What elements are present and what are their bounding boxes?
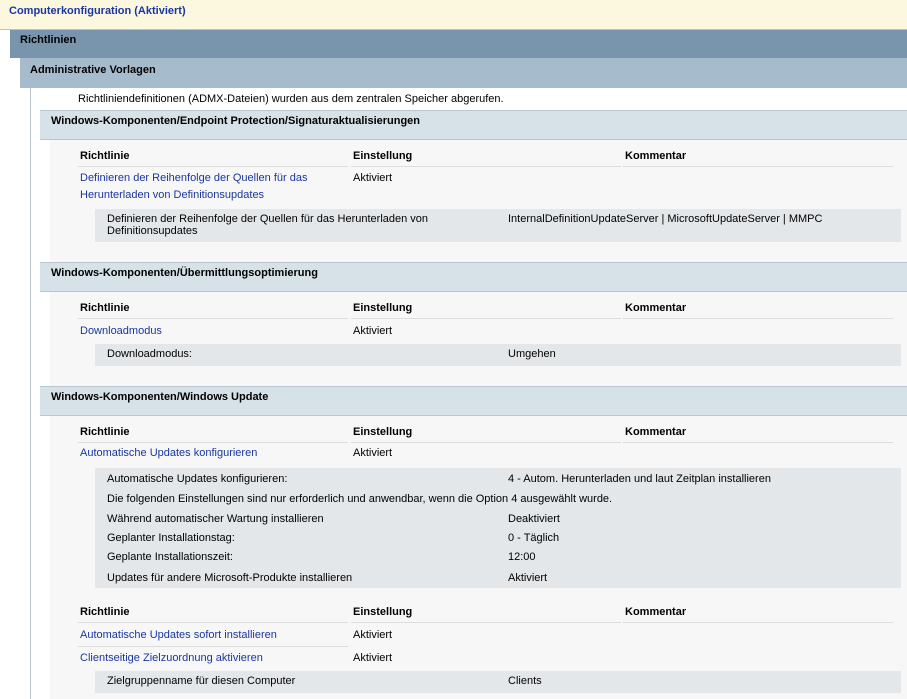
computer-configuration-title[interactable]: Computerkonfiguration (Aktiviert) — [9, 5, 186, 17]
detail-label: Downloadmodus: — [107, 348, 192, 360]
policies-header[interactable] — [10, 30, 907, 58]
header-divider — [623, 166, 893, 167]
column-header-comment: Kommentar — [625, 150, 687, 162]
detail-label: Updates für andere Microsoft-Produkte installieren — [107, 572, 353, 584]
row-divider — [78, 646, 348, 647]
detail-label-line: Definieren der Reihenfolge der Quellen für das Herunterladen von — [107, 213, 429, 225]
detail-label-line: Definitionsupdates — [107, 225, 198, 237]
detail-value: Umgehen — [508, 348, 556, 360]
header-divider — [623, 442, 893, 443]
detail-label: Automatische Updates konfigurieren: — [107, 473, 288, 485]
policy-state: Aktiviert — [353, 325, 393, 337]
policy-link-install-immediately[interactable]: Automatische Updates sofort installieren — [80, 629, 277, 641]
policy-detail-box — [95, 344, 901, 366]
column-header-policy: Richtlinie — [80, 302, 130, 314]
detail-note: Die folgenden Einstellungen sind nur erforderlich und anwendbar, wenn die Option 4 ausgewählt wurde. — [107, 493, 613, 505]
column-header-comment: Kommentar — [625, 606, 687, 618]
section-title: Windows-Komponenten/Windows Update — [51, 391, 269, 403]
section-endpoint-protection[interactable] — [40, 110, 907, 140]
section-title: Windows-Komponenten/Endpoint Protection/Signaturaktualisierungen — [51, 115, 421, 127]
section-body — [50, 140, 907, 262]
policy-state: Aktiviert — [353, 447, 393, 459]
header-divider — [623, 622, 893, 623]
admin-templates-header[interactable] — [20, 58, 907, 88]
detail-value: Clients — [508, 675, 542, 687]
column-header-setting: Einstellung — [353, 426, 413, 438]
header-divider — [351, 318, 621, 319]
policy-detail-box — [95, 671, 901, 693]
column-header-policy: Richtlinie — [80, 150, 130, 162]
policy-detail-box — [95, 468, 901, 588]
policy-name-line: Herunterladen von Definitionsupdates — [80, 189, 265, 201]
header-divider — [78, 622, 348, 623]
header-divider — [351, 442, 621, 443]
header-divider — [78, 166, 348, 167]
detail-value: Deaktiviert — [508, 513, 560, 525]
detail-label: Während automatischer Wartung installieren — [107, 513, 324, 525]
policy-link-configure-auto-updates[interactable]: Automatische Updates konfigurieren — [80, 447, 258, 459]
detail-label: Geplante Installationszeit: — [107, 551, 233, 563]
detail-value: 4 - Autom. Herunterladen und laut Zeitplan installieren — [508, 473, 771, 485]
section-body — [50, 292, 907, 386]
header-divider — [623, 318, 893, 319]
column-header-setting: Einstellung — [353, 302, 413, 314]
header-divider — [351, 166, 621, 167]
column-header-setting: Einstellung — [353, 150, 413, 162]
policy-name-line: Definieren der Reihenfolge der Quellen für das — [80, 172, 308, 184]
policy-detail-box — [95, 209, 901, 242]
header-divider — [78, 442, 348, 443]
section-title: Windows-Komponenten/Übermittlungsoptimierung — [51, 267, 318, 279]
admin-templates-title: Administrative Vorlagen — [30, 64, 156, 76]
computer-configuration-header[interactable] — [0, 0, 907, 30]
detail-label: Zielgruppenname für diesen Computer — [107, 675, 296, 687]
admx-info-text: Richtliniendefinitionen (ADMX-Dateien) wurden aus dem zentralen Speicher abgerufen. — [78, 93, 504, 105]
column-header-policy: Richtlinie — [80, 606, 130, 618]
policies-title: Richtlinien — [20, 34, 77, 46]
detail-label: Geplanter Installationstag: — [107, 532, 235, 544]
detail-value: InternalDefinitionUpdateServer | MicrosoftUpdateServer | MMPC — [508, 213, 823, 225]
detail-value: 0 - Täglich — [508, 532, 560, 544]
detail-value: Aktiviert — [508, 572, 548, 584]
header-divider — [351, 622, 621, 623]
column-header-setting: Einstellung — [353, 606, 413, 618]
policy-state: Aktiviert — [353, 629, 393, 641]
column-header-comment: Kommentar — [625, 426, 687, 438]
section-delivery-optimization[interactable] — [40, 262, 907, 292]
detail-label — [107, 213, 428, 237]
section-windows-update[interactable] — [40, 386, 907, 416]
policy-link-definition-order[interactable] — [80, 172, 307, 201]
column-header-policy: Richtlinie — [80, 426, 130, 438]
detail-value: 12:00 — [508, 551, 536, 563]
policy-link-download-mode[interactable]: Downloadmodus — [80, 325, 162, 337]
policy-state: Aktiviert — [353, 172, 393, 184]
policy-state: Aktiviert — [353, 652, 393, 664]
header-divider — [78, 318, 348, 319]
policy-link-client-side-targeting[interactable]: Clientseitige Zielzuordnung aktivieren — [80, 652, 263, 664]
column-header-comment: Kommentar — [625, 302, 687, 314]
